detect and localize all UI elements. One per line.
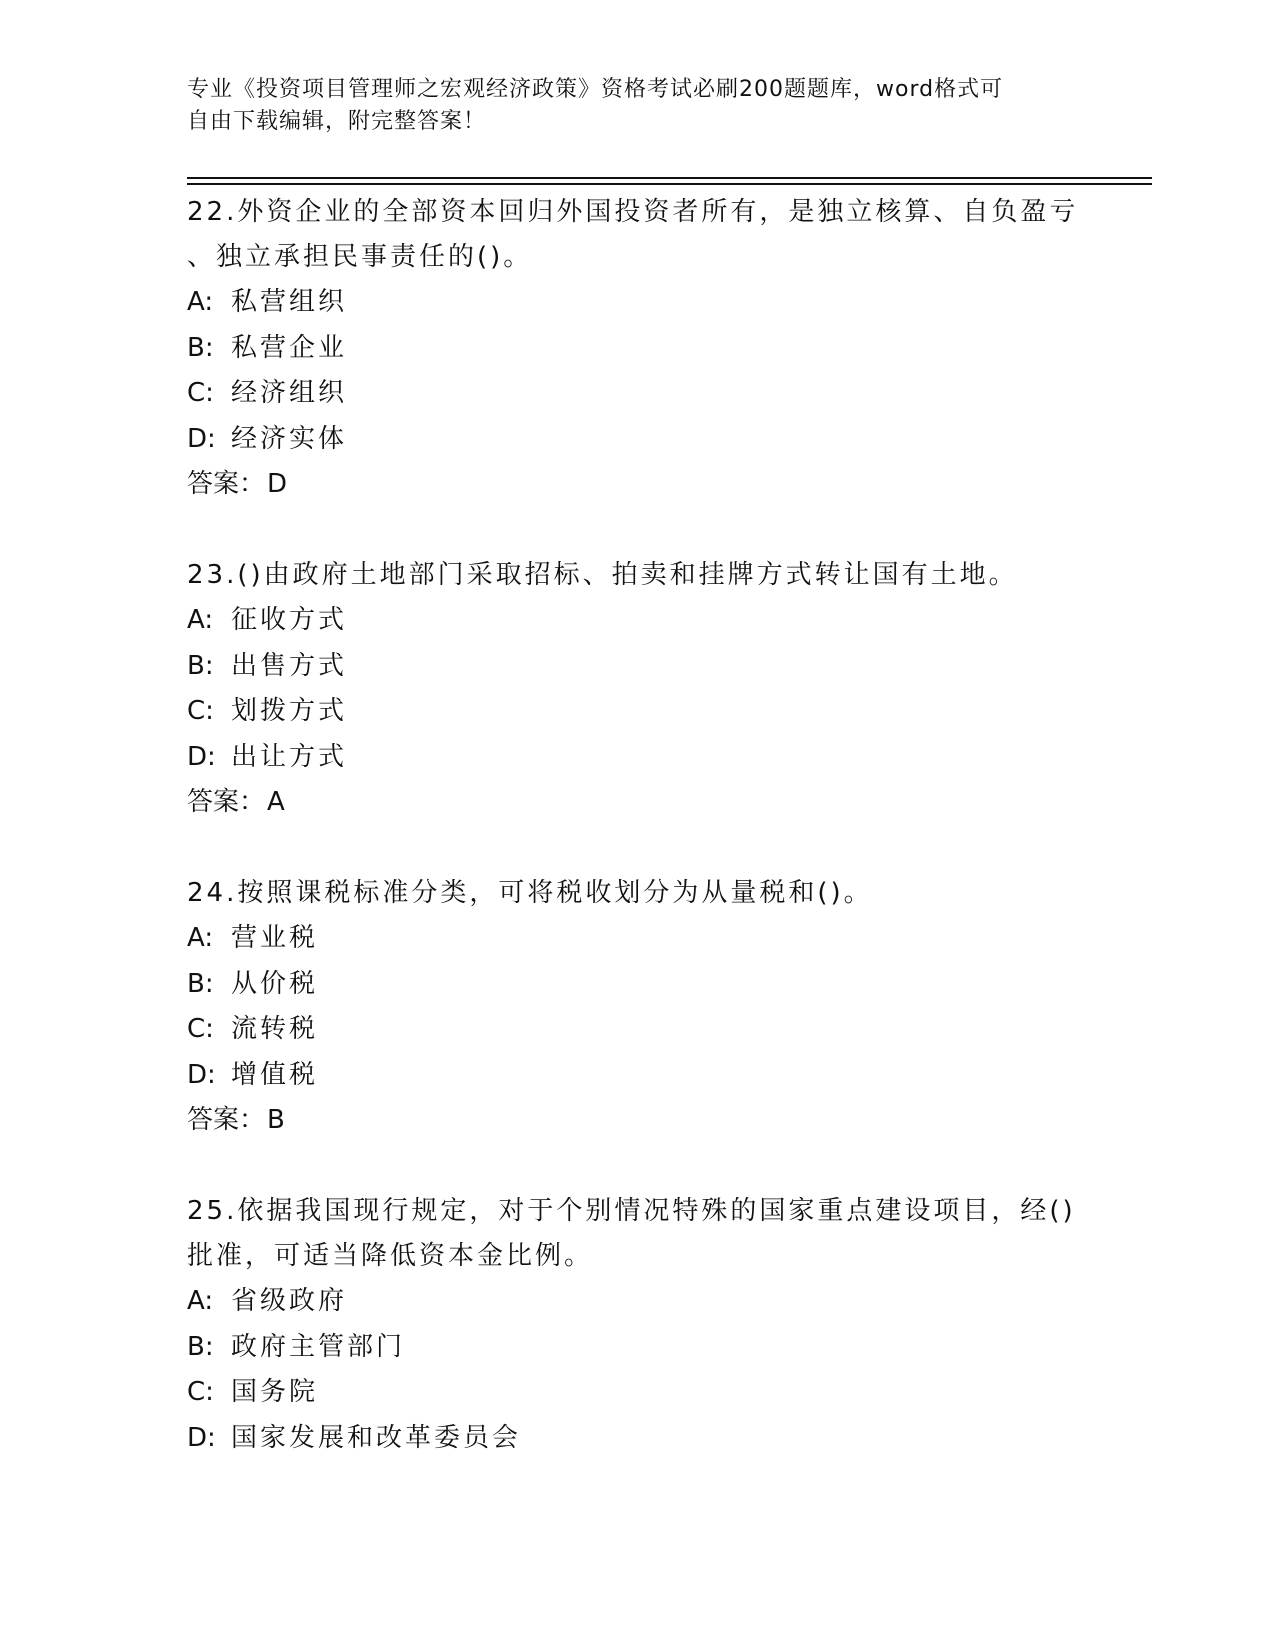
option-letter: C: [187,1377,214,1407]
option-letter: B: [187,332,214,363]
option-letter: C: [187,1014,214,1044]
option-c [187,1370,1087,1416]
option-letter: D: [187,1422,216,1453]
answer [187,780,1087,825]
answer [187,1098,1087,1143]
question-stem [187,1189,1087,1279]
answer-value: D [267,469,288,499]
question-stem [187,871,1087,916]
option-letter: A: [187,923,214,953]
option-letter: D: [187,741,216,772]
header-divider-bottom [187,183,1152,185]
question-stem-line: 24.按照课税标准分类，可将税收划分为从量税和()。 [187,878,873,908]
option-text: 出让方式 [231,741,348,772]
question-23 [187,553,1087,825]
question-stem-line: 批准，可适当降低资本金比例。 [187,1241,594,1271]
option-text: 国家发展和改革委员会 [231,1422,522,1453]
option-text: 私营企业 [231,332,348,363]
question-stem-line: 22.外资企业的全部资本回归外国投资者所有，是独立核算、自负盈亏 [187,197,1079,227]
option-letter: D: [187,423,216,454]
option-text: 征收方式 [231,605,348,635]
question-stem [187,190,1087,280]
option-text: 经济实体 [231,423,348,454]
question-stem [187,553,1087,598]
document-header [187,74,1067,138]
option-text: 经济组织 [231,378,348,408]
option-letter: C: [187,378,214,408]
option-c [187,371,1087,417]
option-a [187,598,1087,644]
option-letter: A: [187,605,214,635]
option-letter: D: [187,1059,216,1090]
option-text: 出售方式 [231,650,348,681]
question-stem-line: 23.()由政府土地部门采取招标、拍卖和挂牌方式转让国有土地。 [187,560,1018,590]
option-letter: C: [187,696,214,726]
option-text: 私营组织 [231,287,348,317]
option-text: 增值税 [231,1059,319,1090]
option-letter: B: [187,968,214,999]
option-a [187,280,1087,326]
option-text: 政府主管部门 [231,1331,406,1362]
header-divider-top [187,177,1152,179]
option-a [187,1279,1087,1325]
option-b [187,326,1087,372]
option-text: 流转税 [231,1014,319,1044]
option-text: 省级政府 [231,1286,348,1316]
option-c [187,1007,1087,1053]
option-c [187,689,1087,735]
answer-value: A [267,787,285,817]
option-b [187,1325,1087,1371]
question-24 [187,871,1087,1143]
question-stem-line: 25.依据我国现行规定，对于个别情况特殊的国家重点建设项目，经() [187,1196,1076,1226]
option-letter: B: [187,650,214,681]
option-letter: A: [187,287,214,317]
question-stem-line: 、独立承担民事责任的()。 [187,242,533,272]
option-a [187,916,1087,962]
question-22 [187,190,1087,507]
option-d [187,1053,1087,1099]
option-text: 从价税 [231,968,319,999]
option-letter: B: [187,1331,214,1362]
option-text: 划拨方式 [231,696,348,726]
option-b [187,644,1087,690]
answer [187,462,1087,507]
answer-label: 答案： [187,469,266,499]
header-line-2: 自由下载编辑，附完整答案！ [187,109,487,134]
option-d [187,1416,1087,1462]
option-letter: A: [187,1286,214,1316]
option-d [187,417,1087,463]
option-text: 营业税 [231,923,319,953]
question-25 [187,1189,1087,1461]
option-d [187,735,1087,781]
question-list [187,190,1087,1487]
answer-value: B [267,1105,285,1135]
header-line-1: 专业《投资项目管理师之宏观经济政策》资格考试必刷200题题库，word格式可 [187,77,1004,102]
option-text: 国务院 [231,1377,319,1407]
answer-label: 答案： [187,787,266,817]
option-b [187,962,1087,1008]
answer-label: 答案： [187,1105,266,1135]
